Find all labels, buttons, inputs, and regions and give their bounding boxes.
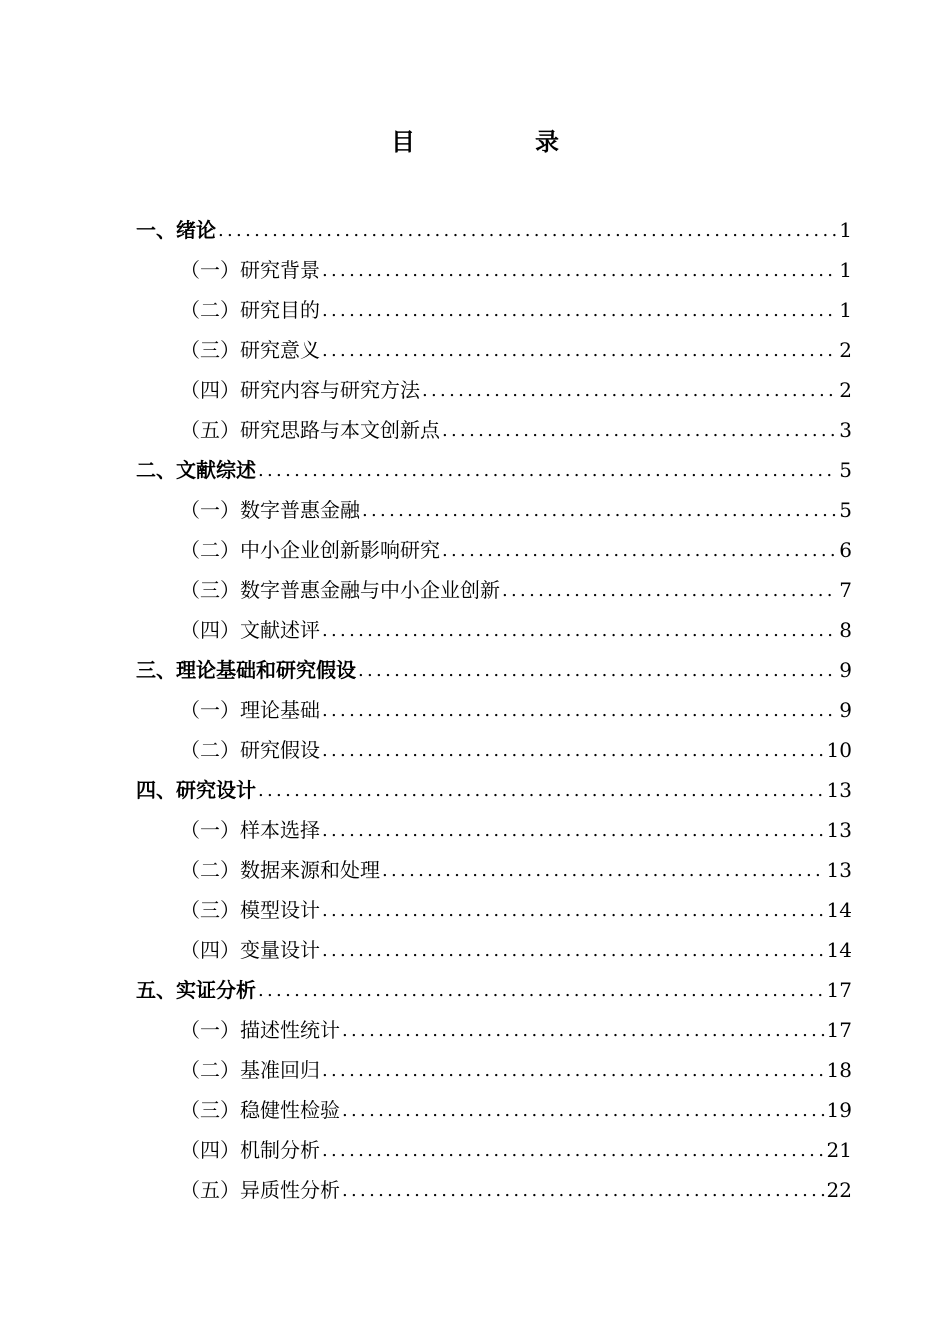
dot-leader	[322, 300, 837, 322]
toc-entry-label: （一）描述性统计	[180, 1018, 340, 1042]
toc-entry-label: （四）文献述评	[180, 618, 320, 642]
toc-entry-label: （二）研究目的	[180, 298, 320, 322]
toc-page-number: 5	[839, 458, 852, 482]
toc-section-entry[interactable]	[136, 848, 852, 888]
dot-leader	[322, 820, 825, 842]
dot-leader	[502, 580, 837, 602]
toc-page-number: 1	[839, 218, 852, 242]
toc-page-number: 2	[839, 378, 852, 402]
toc-page-number: 21	[826, 1138, 852, 1162]
dot-leader	[382, 860, 825, 882]
toc-page-number: 7	[839, 578, 852, 602]
dot-leader	[322, 620, 837, 642]
toc-entry-label: （五）研究思路与本文创新点	[180, 418, 440, 442]
toc-section-entry[interactable]	[136, 568, 852, 608]
toc-section-entry[interactable]	[136, 368, 852, 408]
toc-chapter-entry[interactable]	[136, 648, 852, 688]
toc-page-number: 9	[839, 658, 852, 682]
toc-section-entry[interactable]	[136, 328, 852, 368]
toc-entry-label: （四）研究内容与研究方法	[180, 378, 420, 402]
toc-page-number: 9	[839, 698, 852, 722]
dot-leader	[442, 420, 837, 442]
dot-leader	[322, 740, 825, 762]
toc-chapter-entry[interactable]	[136, 208, 852, 248]
toc-section-entry[interactable]	[136, 1048, 852, 1088]
toc-entry-label: （一）样本选择	[180, 818, 320, 842]
toc-entry-label: （三）模型设计	[180, 898, 320, 922]
dot-leader	[322, 260, 837, 282]
toc-entry-label: （二）数据来源和处理	[180, 858, 380, 882]
dot-leader	[218, 220, 837, 242]
dot-leader	[258, 980, 825, 1002]
toc-section-entry[interactable]	[136, 808, 852, 848]
toc-entry-label: （一）理论基础	[180, 698, 320, 722]
toc-page-number: 1	[839, 258, 852, 282]
dot-leader	[322, 900, 825, 922]
dot-leader	[258, 460, 837, 482]
toc-page-number: 17	[826, 1018, 852, 1042]
toc-section-entry[interactable]	[136, 888, 852, 928]
toc-section-entry[interactable]	[136, 488, 852, 528]
toc-chapter-entry[interactable]	[136, 448, 852, 488]
toc-section-entry[interactable]	[136, 1008, 852, 1048]
toc-entry-label: （四）机制分析	[180, 1138, 320, 1162]
dot-leader	[362, 500, 837, 522]
toc-page-number: 10	[826, 738, 852, 762]
toc-entry-label: （一）研究背景	[180, 258, 320, 282]
dot-leader	[342, 1020, 825, 1042]
dot-leader	[322, 700, 837, 722]
toc-entry-label: 五、实证分析	[136, 978, 256, 1002]
page-title: 目 录	[391, 128, 607, 156]
toc-section-entry[interactable]	[136, 1128, 852, 1168]
toc-section-entry[interactable]	[136, 928, 852, 968]
toc-section-entry[interactable]	[136, 408, 852, 448]
toc-page-number: 17	[826, 978, 852, 1002]
toc-section-entry[interactable]	[136, 288, 852, 328]
toc-entry-label: （三）稳健性检验	[180, 1098, 340, 1122]
toc-entry-label: 四、研究设计	[136, 778, 256, 802]
dot-leader	[322, 1060, 825, 1082]
toc-page-number: 6	[839, 538, 852, 562]
toc-entry-label: （二）中小企业创新影响研究	[180, 538, 440, 562]
toc-section-entry[interactable]	[136, 248, 852, 288]
toc-chapter-entry[interactable]	[136, 968, 852, 1008]
toc-section-entry[interactable]	[136, 608, 852, 648]
toc-entry-label: （一）数字普惠金融	[180, 498, 360, 522]
toc-page-number: 13	[826, 858, 852, 882]
toc-entry-label: （四）变量设计	[180, 938, 320, 962]
toc-page-number: 2	[839, 338, 852, 362]
dot-leader	[322, 940, 825, 962]
dot-leader	[442, 540, 837, 562]
toc-section-entry[interactable]	[136, 528, 852, 568]
toc-page-number: 19	[826, 1098, 852, 1122]
toc-section-entry[interactable]	[136, 688, 852, 728]
dot-leader	[322, 1140, 825, 1162]
toc-page-number: 22	[826, 1178, 852, 1202]
toc-section-entry[interactable]	[136, 728, 852, 768]
dot-leader	[322, 340, 837, 362]
toc-entry-label: （三）研究意义	[180, 338, 320, 362]
dot-leader	[342, 1180, 825, 1202]
toc-entry-label: 二、文献综述	[136, 458, 256, 482]
toc-entry-label: 三、理论基础和研究假设	[136, 658, 356, 682]
toc-entry-label: （二）研究假设	[180, 738, 320, 762]
toc-page-number: 3	[839, 418, 852, 442]
toc-section-entry[interactable]	[136, 1168, 852, 1208]
dot-leader	[258, 780, 825, 802]
toc-page-number: 5	[839, 498, 852, 522]
toc-section-entry[interactable]	[136, 1088, 852, 1128]
toc-page-number: 1	[839, 298, 852, 322]
toc-entry-label: （三）数字普惠金融与中小企业创新	[180, 578, 500, 602]
toc-page-number: 13	[826, 818, 852, 842]
dot-leader	[422, 380, 837, 402]
toc-page-number: 18	[826, 1058, 852, 1082]
toc-entry-label: 一、绪论	[136, 218, 216, 242]
toc-entry-label: （二）基准回归	[180, 1058, 320, 1082]
toc-entry-label: （五）异质性分析	[180, 1178, 340, 1202]
toc-page-number: 14	[826, 938, 852, 962]
toc-page-number: 14	[826, 898, 852, 922]
dot-leader	[358, 660, 837, 682]
dot-leader	[342, 1100, 825, 1122]
toc-page-number: 8	[839, 618, 852, 642]
toc-page-number: 13	[826, 778, 852, 802]
table-of-contents	[136, 208, 852, 1208]
toc-chapter-entry[interactable]	[136, 768, 852, 808]
